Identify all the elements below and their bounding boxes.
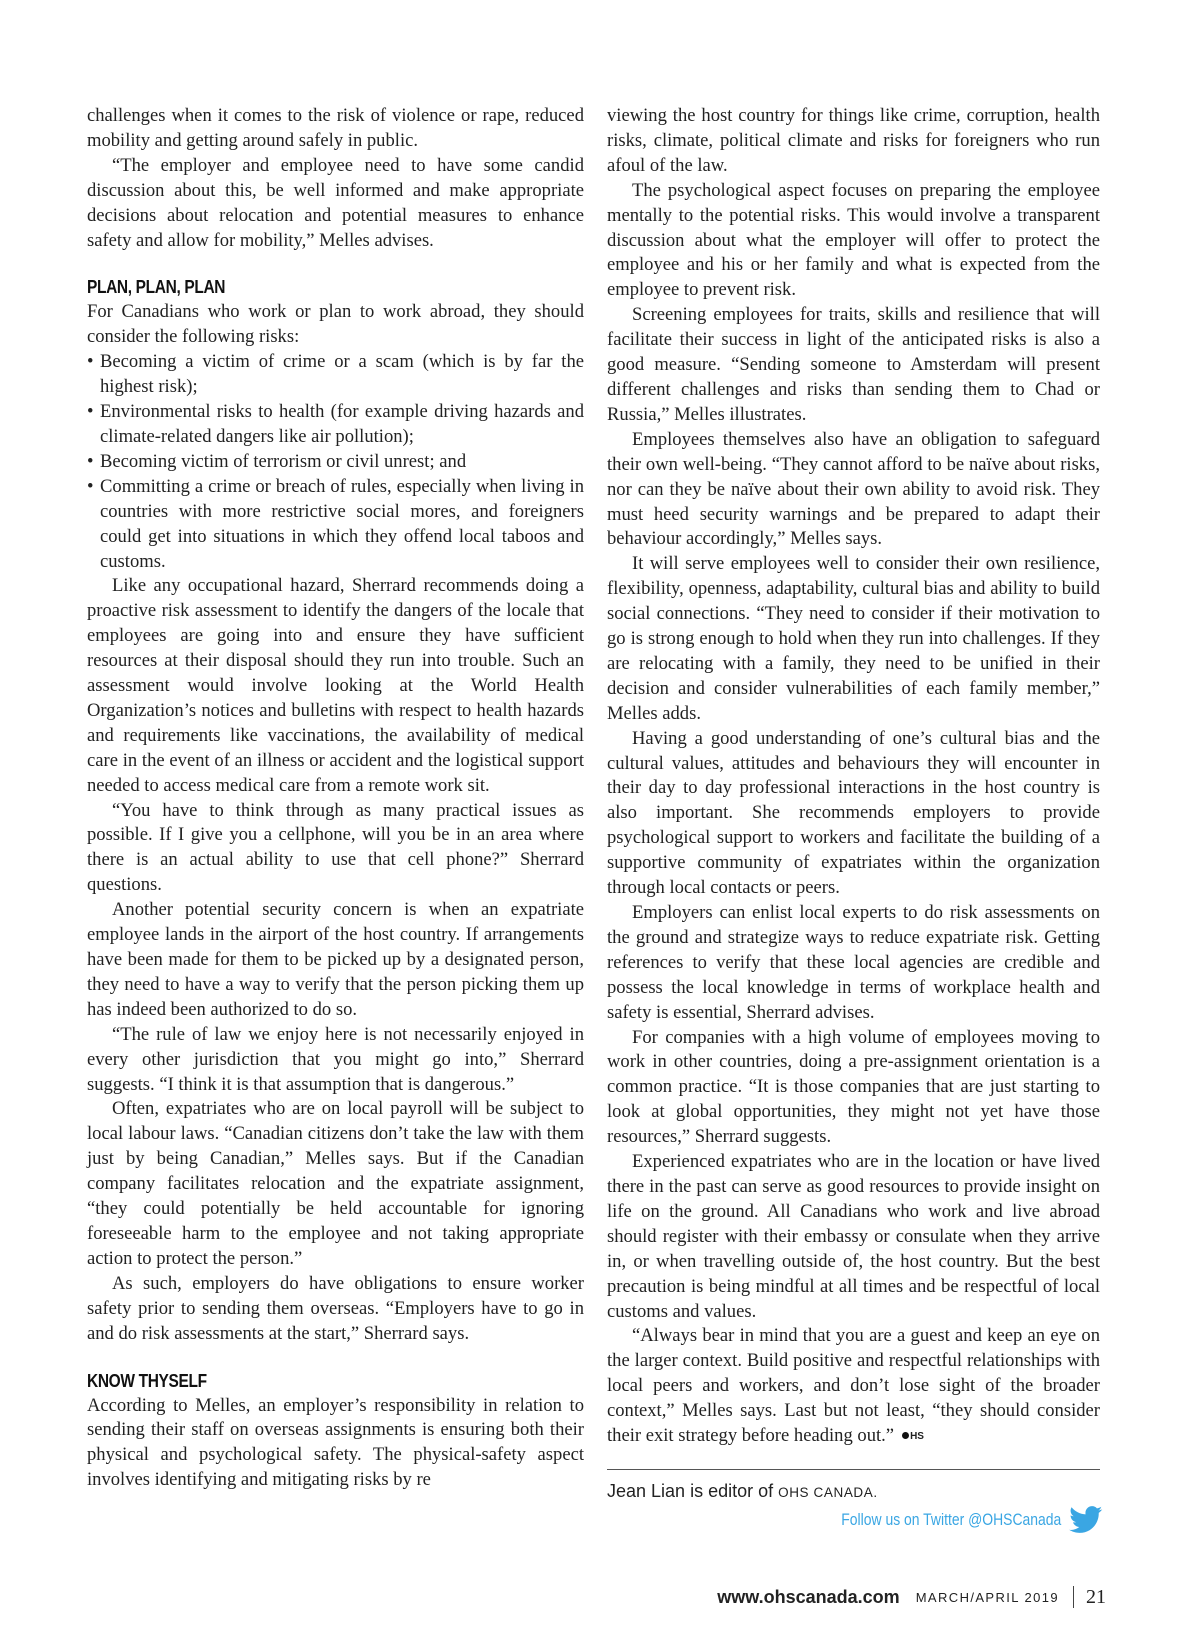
end-mark-text: HS — [910, 1431, 924, 1443]
paragraph: Often, expatriates who are on local payroll will be subject to local labour laws. “Canadian citizens don’t take the law with them just by being Canadian,” Melles says. But if the Canadian company facilitates relocation and the expatriate assignment, “they could potentially be held accountable for ignoring foreseeable harm to the employee and not taking appropriate action to protect the person.” — [87, 1098, 584, 1269]
paragraph: “The rule of law we enjoy here is not necessarily enjoyed in every other jurisdiction that you might go into,” Sherrard suggests. “I think it is that assumption that is dangerous.” — [87, 1023, 584, 1095]
page-number: 21 — [1086, 1585, 1106, 1608]
end-mark-dot-icon — [902, 1432, 909, 1439]
list-item: • Becoming victim of terrorism or civil unrest; and — [87, 450, 584, 475]
paragraph: For companies with a high volume of employees moving to work in other countries, doing a pre-assignment orientation is a common practice. “It is those companies that are just starting to look at global opportunities, they might not yet have those resources,” Sherrard suggests. — [607, 1026, 1100, 1148]
issue-date: MARCH/APRIL 2019 — [915, 1589, 1059, 1605]
paragraph: The psychological aspect focuses on preparing the employee mentally to the potential risks. This would involve a transparent discussion about what the employer will offer to protect the employee and his or her family and what is expected from the employee to prevent risk. — [607, 179, 1100, 301]
section-heading-know: KNOW THYSELF — [87, 1370, 207, 1391]
paragraph: “You have to think through as many practical issues as possible. If I give you a cellphone, will you be in an area where there is an actual ability to use that cell phone?” Sherrard questions. — [87, 799, 584, 896]
risk-list — [87, 350, 584, 574]
paragraph: “The employer and employee need to have some candid discussion about this, be well informed and make appropriate decisions about relocation and potential measures to enhance safety and allow for mobility,” Melles advises. — [87, 154, 584, 251]
author-bio-text: Jean Lian is editor of — [607, 1481, 779, 1501]
paragraph: Another potential security concern is when an expatriate employee lands in the airport of the host country. If arrangements have been made for them to be picked up by a designated person, they need to have a way to verify that the person picking them up has indeed been authorized to do so. — [87, 899, 584, 1020]
paragraph: It will serve employees well to consider their own resilience, flexibility, openness, adaptability, cultural bias and ability to build social connections. “They need to consider if their motivation to go is strong enough to hold when they run into challenges. If they are relocating with a family, they need to be unified in their decision and consider vulnerabilities of each family member,” Melles adds. — [607, 553, 1100, 724]
website-link[interactable]: www.ohscanada.com — [717, 1586, 900, 1607]
paragraph: For Canadians who work or plan to work abroad, they should consider the following risks: — [87, 301, 584, 348]
twitter-follow[interactable] — [841, 1504, 1103, 1536]
article-left-column — [87, 104, 584, 1493]
paragraph: Having a good understanding of one’s cultural bias and the cultural values, attitudes and behaviours they will encounter in their day to day professional interactions in the host country is also important. She recommends employers to provide psychological support to workers and facilitate the building of a supportive community of expatriates within the organization through local contacts or peers. — [607, 727, 1100, 899]
author-bio — [607, 1481, 1100, 1502]
article-right-column — [607, 104, 1100, 1450]
paragraph: viewing the host country for things like crime, corruption, health risks, climate, political climate and risks for foreigners who run afoul of the law. — [607, 105, 1100, 176]
bio-divider — [607, 1469, 1100, 1470]
magazine-name: OHS CANADA. — [778, 1485, 878, 1500]
paragraph: Experienced expatriates who are in the location or have lived there in the past can serve as good resources to provide insight on life on the ground. All Canadians who work and live abroad should register with their embassy or consulate when they arrive in, or when travelling outside of, the host country. But the best precaution is being mindful at all times and be respectful of local customs and values. — [607, 1151, 1100, 1322]
paragraph: Screening employees for traits, skills and resilience that will facilitate their success in light of the anticipated risks is also a good measure. “Sending someone to Amsterdam will present different challenges and risks than sending them to Chad or Russia,” Melles illustrates. — [607, 304, 1100, 425]
paragraph: According to Melles, an employer’s responsibility in relation to sending their staff on overseas assignments is ensuring both their physical and psychological safety. The physical-safety aspect involves identifying and mitigating risks by re — [87, 1394, 584, 1491]
paragraph: challenges when it comes to the risk of violence or rape, reduced mobility and getting around safely in public. — [87, 105, 584, 151]
list-item: • Committing a crime or breach of rules, especially when living in countries with more restrictive social mores, and foreigners could get into situations in which they offend local taboos and customs. — [87, 475, 584, 575]
list-item: • Environmental risks to health (for example driving hazards and climate-related dangers like air pollution); — [87, 400, 584, 450]
footer-divider — [1073, 1586, 1074, 1608]
paragraph: Employers can enlist local experts to do risk assessments on the ground and strategize ways to reduce expatriate risk. Getting references to verify that these local agencies are credible and possess the local knowledge in terms of workplace health and safety is essential, Sherrard advises. — [607, 902, 1100, 1023]
end-mark — [902, 1431, 924, 1442]
paragraph: As such, employers do have obligations to ensure worker safety prior to sending them overseas. “Employers have to go in and do risk assessments at the start,” Sherrard says. — [87, 1272, 584, 1344]
paragraph-text: “Always bear in mind that you are a guest and keep an eye on the larger context. Build positive and respectful relationships with local peers and workers, and don’t lose sight of the broader context,” Melles says. Last but not least, “they should consider their exit strategy before heading out.” — [607, 1325, 1100, 1447]
list-item: • Becoming a victim of crime or a scam (which is by far the highest risk); — [87, 350, 584, 400]
twitter-follow-text[interactable]: Follow us on Twitter @OHSCanada — [841, 1510, 1061, 1529]
section-heading-plan: PLAN, PLAN, PLAN — [87, 277, 226, 298]
page-footer — [600, 1582, 1106, 1612]
paragraph: Employees themselves also have an obligation to safeguard their own well-being. “They cannot afford to be naïve about risks, nor can they be naïve about their own ability to avoid risk. They must heed security warnings and be prepared to adapt their behaviour accordingly,” Melles says. — [607, 428, 1100, 550]
final-paragraph — [607, 1324, 1100, 1450]
twitter-bird-icon — [1069, 1506, 1103, 1534]
paragraph: Like any occupational hazard, Sherrard recommends doing a proactive risk assessment to identify the dangers of the locale that employees are going into and ensure they have sufficient resources at their disposal should they run into trouble. Such an assessment would involve looking at the World Health Organization’s notices and bulletins with respect to health hazards and requirements like vaccinations, the availability of medical care in the event of an illness or accident and the logistical support needed to access medical care from a remote work sit. — [87, 575, 584, 796]
